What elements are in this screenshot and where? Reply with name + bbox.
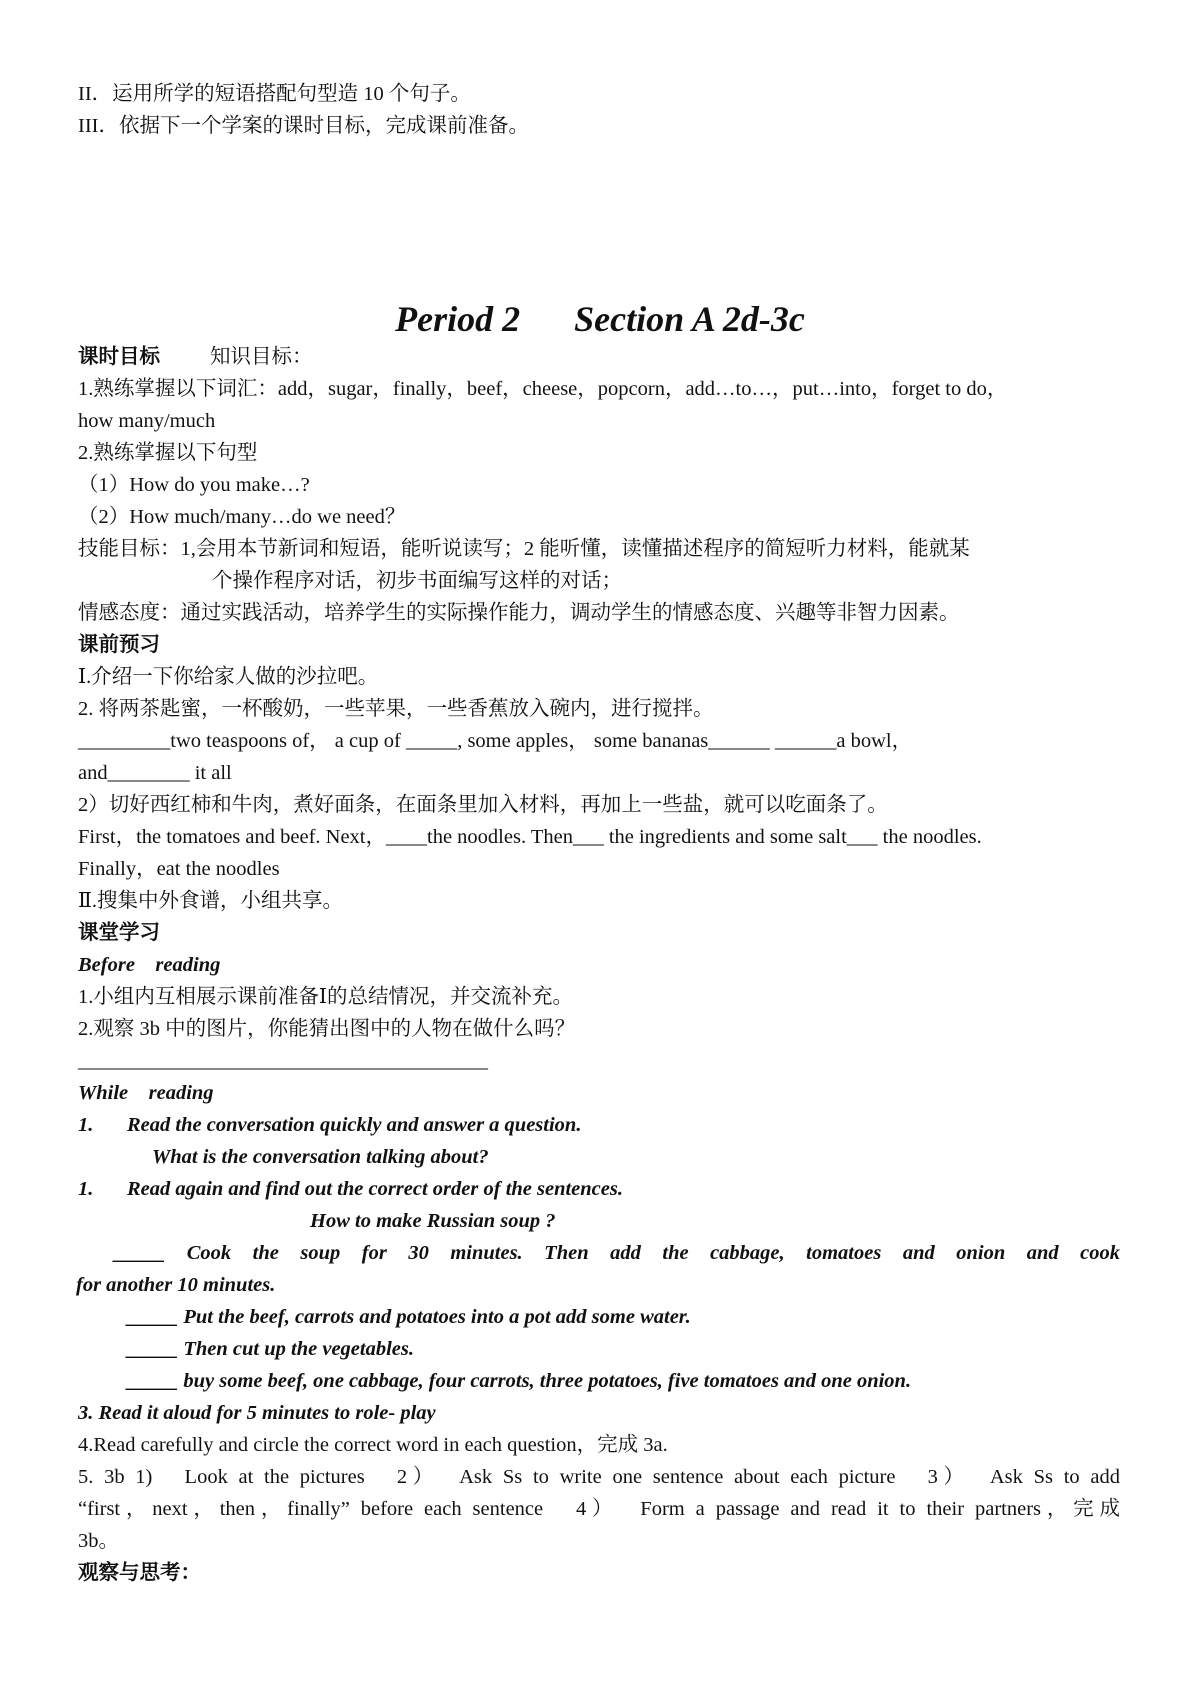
preview-heading: 课前预习 bbox=[78, 634, 160, 656]
objectives-row bbox=[78, 341, 1128, 373]
classroom-heading: 课堂学习 bbox=[78, 922, 160, 944]
while-reading-task-3: 3. Read it aloud for 5 minutes to role- play bbox=[78, 1402, 436, 1424]
order-item-1-line-1: _____ Cook the soup for 30 minutes. Then add the cabbage, tomatoes and onion and cook bbox=[114, 1242, 1120, 1264]
task-1-number: 1. bbox=[78, 1114, 94, 1136]
before-reading-item-2: 2.观察 3b 中的图片，你能猜出图中的人物在做什么吗？ bbox=[78, 1018, 576, 1040]
preview-item-3: 2）切好西红柿和牛肉，煮好面条，在面条里加入材料，再加上一些盐，就可以吃面条了。 bbox=[78, 794, 888, 816]
task-5-line-2: “first，next，then，finally” before each sentence 4） Form a passage and read it to their partners，完成 bbox=[78, 1498, 1120, 1520]
order-item-1-line-2: for another 10 minutes. bbox=[76, 1274, 276, 1296]
task-1-text: Read the conversation quickly and answer a question. bbox=[127, 1114, 582, 1136]
before-reading-item-1: 1.小组内互相展示课前准备Ⅰ的总结情况，并交流补充。 bbox=[78, 986, 573, 1008]
sentence-pattern-2: （2）How much/many…do we need？ bbox=[78, 506, 406, 528]
observe-think-heading: 观察与思考： bbox=[78, 1562, 201, 1584]
preview-item-3-blank-line-1: First，the tomatoes and beef. Next，____the noodles. Then___ the ingredients and some salt___ the noodles. bbox=[78, 826, 982, 848]
preview-item-2-blank-line-2: and________ it all bbox=[78, 762, 232, 784]
emotion-goal: 情感态度：通过实践活动，培养学生的实际操作能力，调动学生的情感态度、兴趣等非智力因素。 bbox=[78, 602, 960, 624]
before-reading-heading: Before reading bbox=[78, 954, 221, 976]
instruction-iii: III．依据下一个学案的课时目标，完成课前准备。 bbox=[78, 115, 529, 137]
preview-item-1: Ⅰ.介绍一下你给家人做的沙拉吧。 bbox=[78, 666, 379, 688]
skill-goal-line-1: 技能目标：1,会用本节新词和短语，能听说读写；2 能听懂，读懂描述程序的简短听力材料，能就某 bbox=[78, 538, 970, 560]
order-item-3: _____ Then cut up the vegetables. bbox=[127, 1338, 414, 1360]
preview-item-4: Ⅱ.搜集中外食谱，小组共享。 bbox=[78, 890, 344, 912]
russian-soup-title: How to make Russian soup ? bbox=[310, 1210, 556, 1232]
preview-item-2-blank-line-1: _________two teaspoons of， a cup of _____, some apples， some bananas______ ______a bowl， bbox=[78, 730, 913, 752]
while-reading-task-4: 4.Read carefully and circle the correct word in each question，完成 3a. bbox=[78, 1434, 668, 1456]
task-2-text: Read again and find out the correct order of the sentences. bbox=[127, 1178, 623, 1200]
preview-item-2: 2. 将两茶匙蜜，一杯酸奶，一些苹果，一些香蕉放入碗内，进行搅拌。 bbox=[78, 698, 714, 720]
while-reading-heading: While reading bbox=[78, 1082, 214, 1104]
order-item-4: _____ buy some beef, one cabbage, four carrots, three potatoes, five tomatoes and one onion. bbox=[127, 1370, 912, 1392]
vocab-line-1: 1.熟练掌握以下词汇：add，sugar，finally，beef，cheese，popcorn，add…to…，put…into，forget to do， bbox=[78, 378, 1008, 400]
task-5-line-1: 5. 3b 1) Look at the pictures 2） Ask Ss to write one sentence about each picture 3） Ask Ss to add bbox=[78, 1466, 1120, 1488]
sentence-pattern-heading: 2.熟练掌握以下句型 bbox=[78, 442, 258, 464]
vocab-line-2: how many/much bbox=[78, 410, 216, 432]
preview-item-3-blank-line-2: Finally，eat the noodles bbox=[78, 858, 280, 880]
order-item-2: _____ Put the beef, carrots and potatoes into a pot add some water. bbox=[127, 1306, 691, 1328]
objectives-heading: 课时目标 bbox=[78, 346, 160, 368]
task-1-question: What is the conversation talking about? bbox=[152, 1146, 489, 1168]
instruction-ii: II．运用所学的短语搭配句型造 10 个句子。 bbox=[78, 83, 471, 105]
answer-blank-line: ________________________________________ bbox=[78, 1050, 488, 1072]
skill-goal-line-2: 个操作程序对话，初步书面编写这样的对话； bbox=[212, 570, 622, 592]
knowledge-label: 知识目标： bbox=[210, 346, 313, 368]
page-title: Period 2 Section A 2d-3c bbox=[395, 299, 805, 339]
task-5-line-3: 3b。 bbox=[78, 1530, 119, 1552]
sentence-pattern-1: （1）How do you make…? bbox=[78, 474, 310, 496]
task-2-number: 1. bbox=[78, 1178, 94, 1200]
while-reading-task-1 bbox=[78, 1109, 1128, 1141]
while-reading-task-2 bbox=[78, 1173, 1128, 1205]
